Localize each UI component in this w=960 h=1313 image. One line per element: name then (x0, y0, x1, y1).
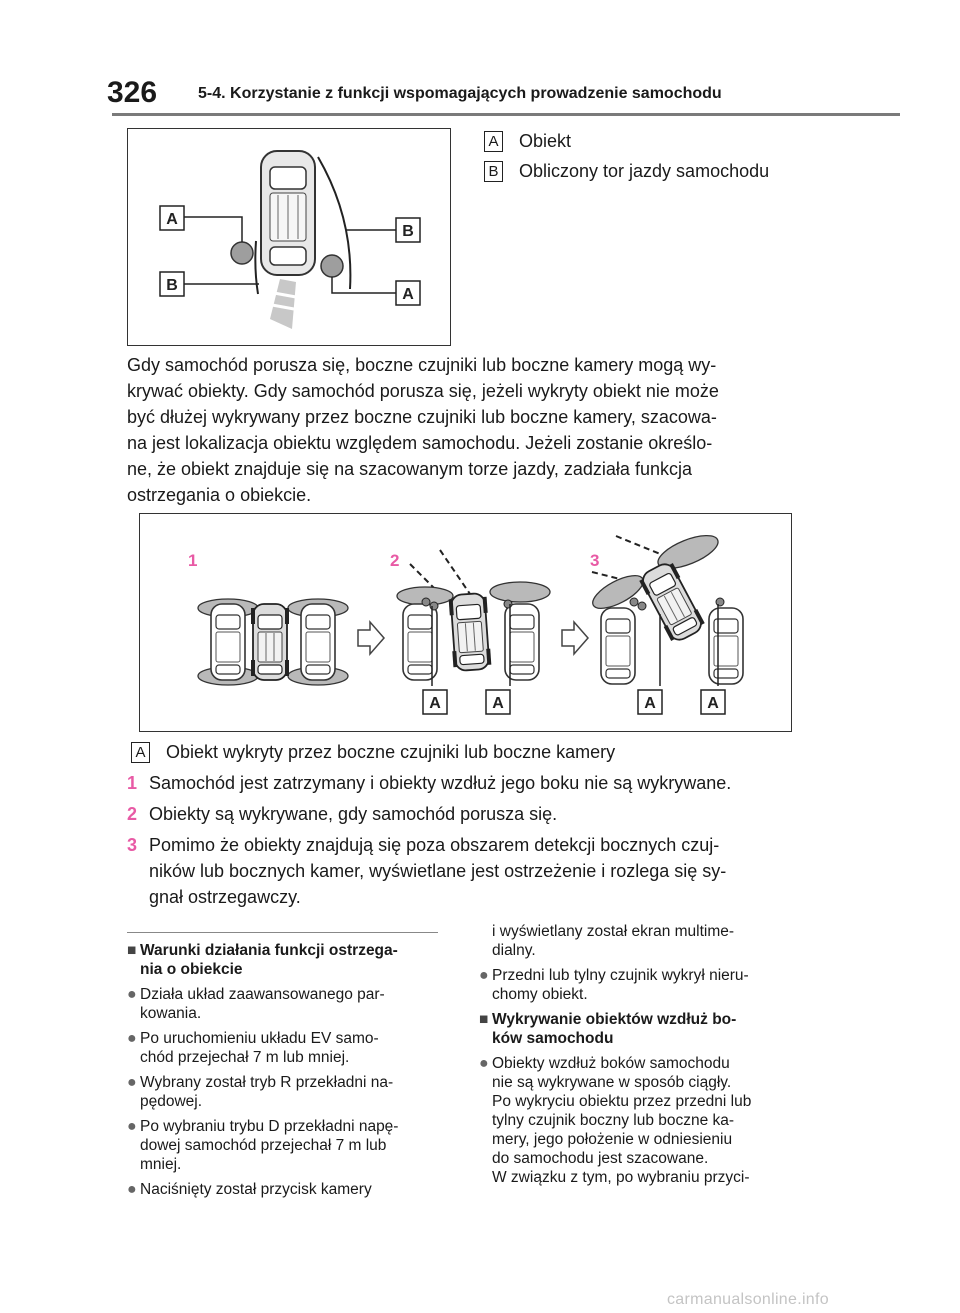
bullet-icon: ● (127, 1074, 137, 1091)
continued-text: i wyświetlany został ekran multime- dialny. (492, 923, 735, 959)
step-text: ników lub bocznych kamer, wyświetlane jest ostrzeżenie i rozlega się sy- (149, 861, 727, 881)
path-line-left (255, 241, 258, 294)
intro-line: ne, że obiekt znajduje się na szacowanym torze jazdy, zadziała funkcja (127, 459, 692, 479)
step-1 (127, 770, 807, 796)
object-label-a: A (644, 695, 656, 712)
legend-letter-b: B (484, 161, 503, 182)
list-item: ● Naciśnięty został przycisk kamery (127, 1181, 372, 1198)
list-item: ● Przedni lub tylny czujnik wykrył nieru- chomy obiekt. (479, 967, 749, 1003)
conditions-heading: ■ Warunki działania funkcji ostrzega- nia o obiekcie (127, 942, 398, 978)
parked-car-icon (301, 604, 335, 680)
intro-line: na jest lokalizacja obiektu względem samochodu. Jeżeli zostanie określo- (127, 433, 713, 453)
list-item: ● Wybrany został tryb R przekładni na- pędowej. (127, 1074, 394, 1110)
step-number: 3 (127, 835, 138, 855)
page-number: 326 (107, 76, 158, 109)
bullet-icon: ● (479, 1055, 489, 1072)
legend-object (484, 131, 571, 152)
intro-line: Gdy samochód porusza się, boczne czujniki lub boczne kamery mogą wy- (127, 355, 717, 375)
step-text: Obiekty są wykrywane, gdy samochód porusza się. (149, 804, 558, 824)
right-column (479, 922, 809, 1193)
bullet-icon: ● (127, 1118, 137, 1135)
step-text: Pomimo że obiekty znajdują się poza obszarem detekcji bocznych czuj- (149, 835, 720, 855)
label-a-top: A (166, 211, 178, 228)
legend-path (484, 161, 769, 182)
figure-detection-sequence (139, 513, 792, 732)
step-text: Samochód jest zatrzymany i obiekty wzdłuż jego boku nie są wykrywane. (149, 773, 732, 793)
list-item: ● Obiekty wzdłuż boków samochodu nie są wykrywane w sposób ciągły. Po wykryciu obiektu przez przedni lub tylny czujnik boczny lub boczne ka- mery, jego położenie w odniesieniu do samochodu jest szacowane. W związku z tym, po wybraniu przyci- (479, 1055, 752, 1186)
step-3 (127, 832, 807, 910)
step-text: gnał ostrzegawczy. (149, 887, 301, 907)
step-number: 1 (127, 773, 138, 793)
main-car-icon (637, 560, 706, 645)
bullet-icon: ● (127, 986, 137, 1003)
arrow-right-icon (358, 622, 384, 654)
intro-paragraph (127, 352, 807, 508)
main-car-icon (251, 604, 289, 680)
label-b-top: B (402, 223, 414, 240)
list-item: ● Po wybraniu trybu D przekładni napę- dowej samochód przejechał 7 m lub mniej. (127, 1118, 399, 1173)
list-item: ● Działa układ zaawansowanego par- kowania. (127, 986, 385, 1022)
object-circle-left (231, 242, 253, 264)
bullet-icon: ● (479, 967, 489, 984)
caption-detected-object (131, 742, 615, 763)
step-number: 2 (127, 804, 138, 824)
intro-line: ostrzegania o obiekcie. (127, 485, 312, 505)
header-rule (112, 113, 900, 116)
column-rule (127, 932, 438, 933)
label-a-bottom: A (402, 286, 414, 303)
figure-object-path (127, 128, 451, 346)
stage-1-number: 1 (188, 551, 198, 570)
section-title: 5-4. Korzystanie z funkcji wspomagających prowadzenie samochodu (198, 85, 722, 102)
parked-car-icon (601, 608, 635, 684)
label-b-bottom: B (166, 277, 178, 294)
step-2 (127, 801, 807, 827)
caption-text: Obiekt wykryty przez boczne czujniki lub boczne kamery (166, 742, 616, 762)
figure-detection-sequence-drawing (140, 514, 791, 731)
side-detection-heading: ■ Wykrywanie obiektów wzdłuż bo- ków samochodu (479, 1011, 737, 1047)
intro-line: krywać obiekty. Gdy samochód porusza się, jeżeli wykryty obiekt nie może (127, 381, 719, 401)
arrow-right-icon (562, 622, 588, 654)
caption-letter-a: A (131, 742, 150, 763)
parked-car-icon (709, 608, 743, 684)
legend-letter-a: A (484, 131, 503, 152)
parked-car-icon (211, 604, 245, 680)
bullet-icon: ● (127, 1181, 137, 1198)
object-label-a: A (492, 695, 504, 712)
left-column (127, 941, 457, 1205)
bullet-icon: ● (127, 1030, 137, 1047)
stage-3-number: 3 (590, 551, 600, 570)
intro-line: być dłużej wykrywany przez boczne czujniki lub boczne kamery, szacowa- (127, 407, 717, 427)
main-car-icon (448, 593, 491, 671)
object-label-a: A (429, 695, 441, 712)
watermark: carmanualsonline.info (667, 1291, 829, 1308)
figure-object-path-drawing (128, 129, 450, 345)
object-label-a: A (707, 695, 719, 712)
list-item: ● Po uruchomieniu układu EV samo- chód przejechał 7 m lub mniej. (127, 1030, 379, 1066)
stage-2-number: 2 (390, 551, 400, 570)
legend-label-path: Obliczony tor jazdy samochodu (519, 161, 770, 181)
object-circle-right (321, 255, 343, 277)
legend-label-object: Obiekt (519, 131, 572, 151)
